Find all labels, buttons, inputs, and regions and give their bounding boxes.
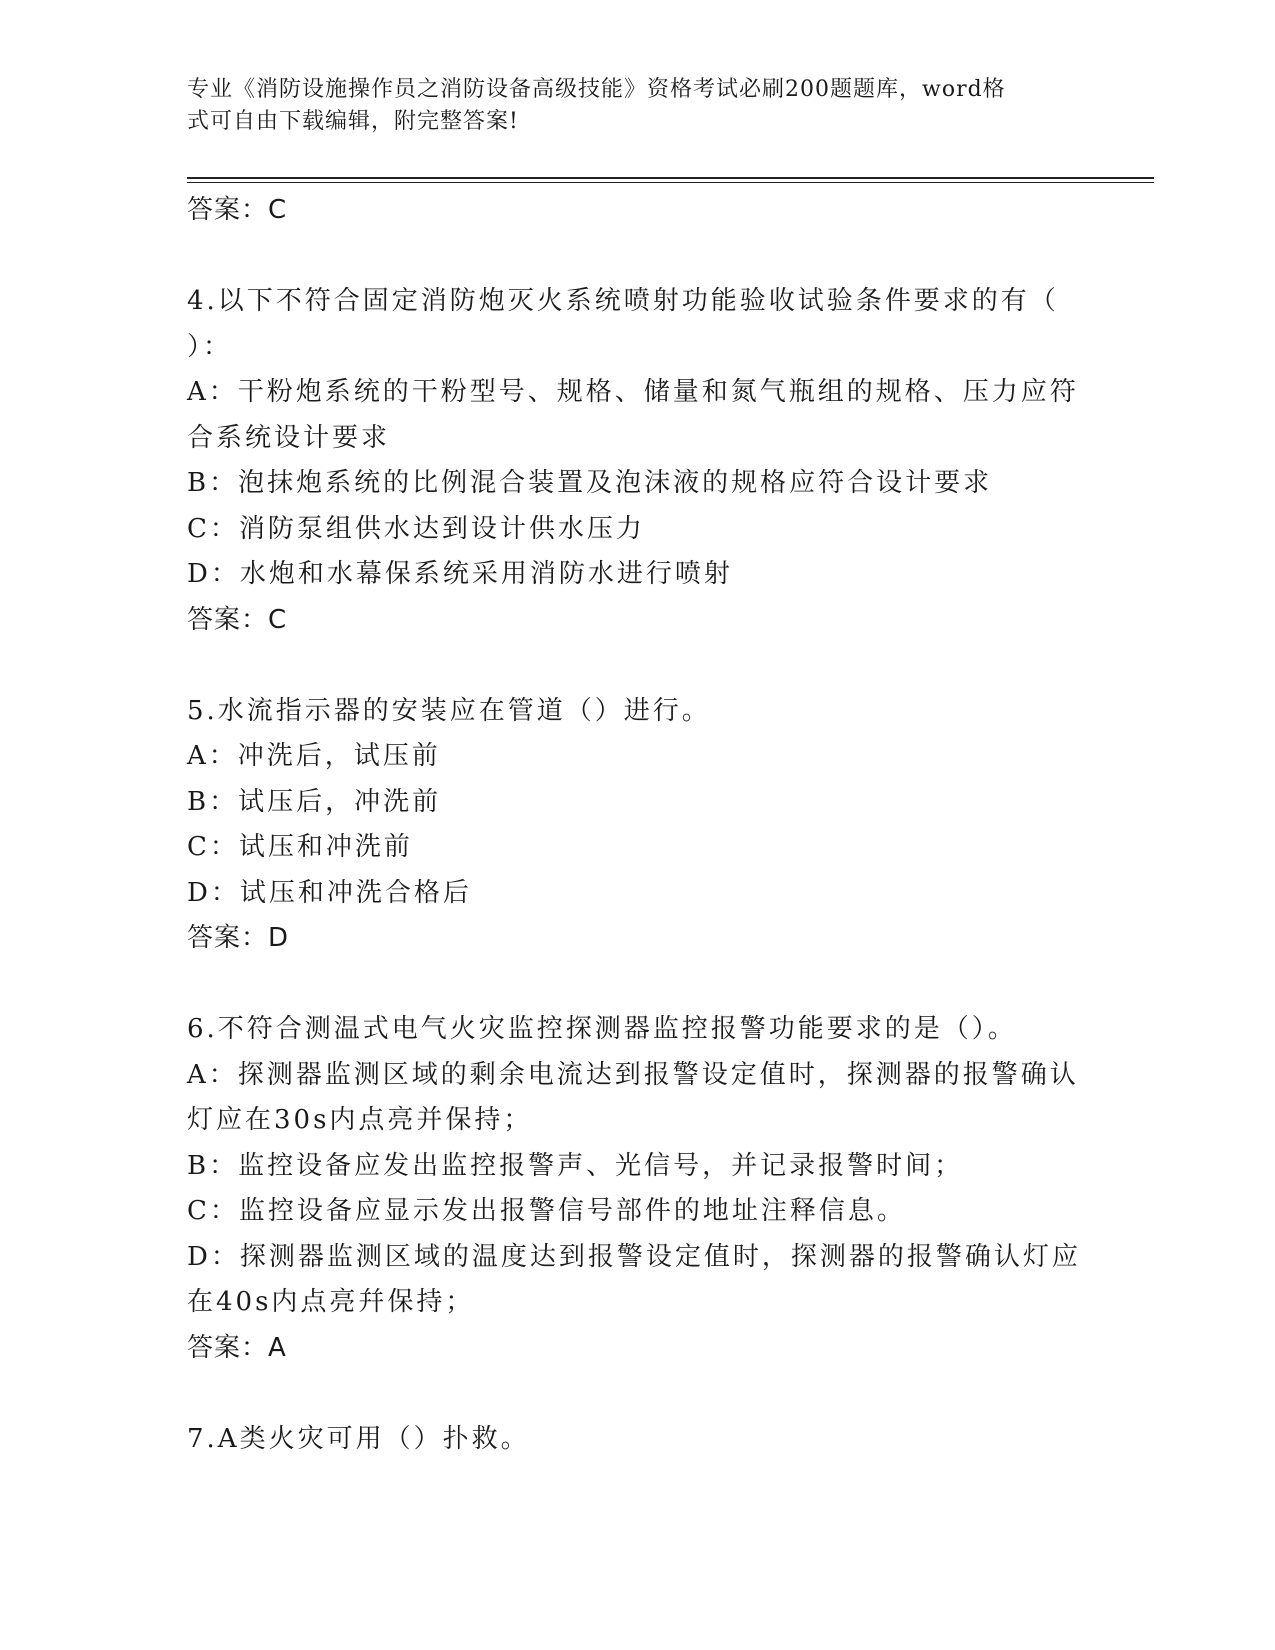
question-6 [187,1007,1087,1371]
answer-q3: 答案：C [187,195,288,225]
header-divider-thick [187,177,1154,179]
spacer [187,1371,1087,1417]
option-c: C：消防泵组供水达到设计供水压力 [187,513,645,544]
spacer [187,643,1087,689]
option-c: C：试压和冲洗前 [187,832,413,862]
answer-q4: 答案：C [187,604,288,635]
question-stem-cont: ）： [187,331,233,362]
question-stem: 6.不符合测温式电气火灾监控探测器监控报警功能要求的是（）。 [187,1014,1017,1044]
option-a-cont: 灯应在30s内点亮并保持； [187,1105,533,1135]
option-b: B：监控设备应发出监控报警声、光信号，并记录报警时间； [187,1150,964,1181]
option-c: C：监控设备应显示发出报警信号部件的地址注释信息。 [187,1196,906,1226]
question-list [187,188,1087,1462]
question-stem: 5.水流指示器的安装应在管道（）进行。 [187,695,711,726]
question-7 [187,1417,1087,1463]
option-d: D：探测器监测区域的温度达到报警设定值时，探测器的报警确认灯应 [187,1241,1081,1272]
question-4 [187,279,1087,643]
header-line-2: 式可自由下载编辑，附完整答案! [187,109,519,134]
spacer [187,234,1087,280]
option-d: D：试压和冲洗合格后 [187,877,472,908]
option-a: A：冲洗后，试压前 [187,741,441,771]
header-divider-thin [187,182,1154,183]
document-header [187,74,1067,138]
answer-q5: 答案：D [187,923,290,953]
answer-q6: 答案：A [187,1332,287,1363]
option-b: B：泡抹炮系统的比例混合装置及泡沫液的规格应符合设计要求 [187,468,993,498]
option-b: B：试压后，冲洗前 [187,786,442,817]
spacer [187,962,1087,1008]
question-stem: 7.A类火灾可用（）扑救。 [187,1423,530,1454]
option-a: A：探测器监测区域的剩余电流达到报警设定值时，探测器的报警确认 [187,1059,1079,1090]
option-a: A：干粉炮系统的干粉型号、规格、储量和氮气瓶组的规格、压力应符 [187,377,1079,407]
question-stem: 4.以下不符合固定消防炮灭火系统喷射功能验收试验条件要求的有（ [187,286,1059,316]
option-d: D：水炮和水幕保系统采用消防水进行喷射 [187,559,733,589]
option-d-cont: 在40s内点亮幷保持； [187,1287,475,1317]
option-a-cont: 合系统设计要求 [187,422,391,453]
header-line-1: 专业《消防设施操作员之消防设备高级技能》资格考试必刷200题题库，word格 [187,77,1006,102]
question-5 [187,689,1087,962]
